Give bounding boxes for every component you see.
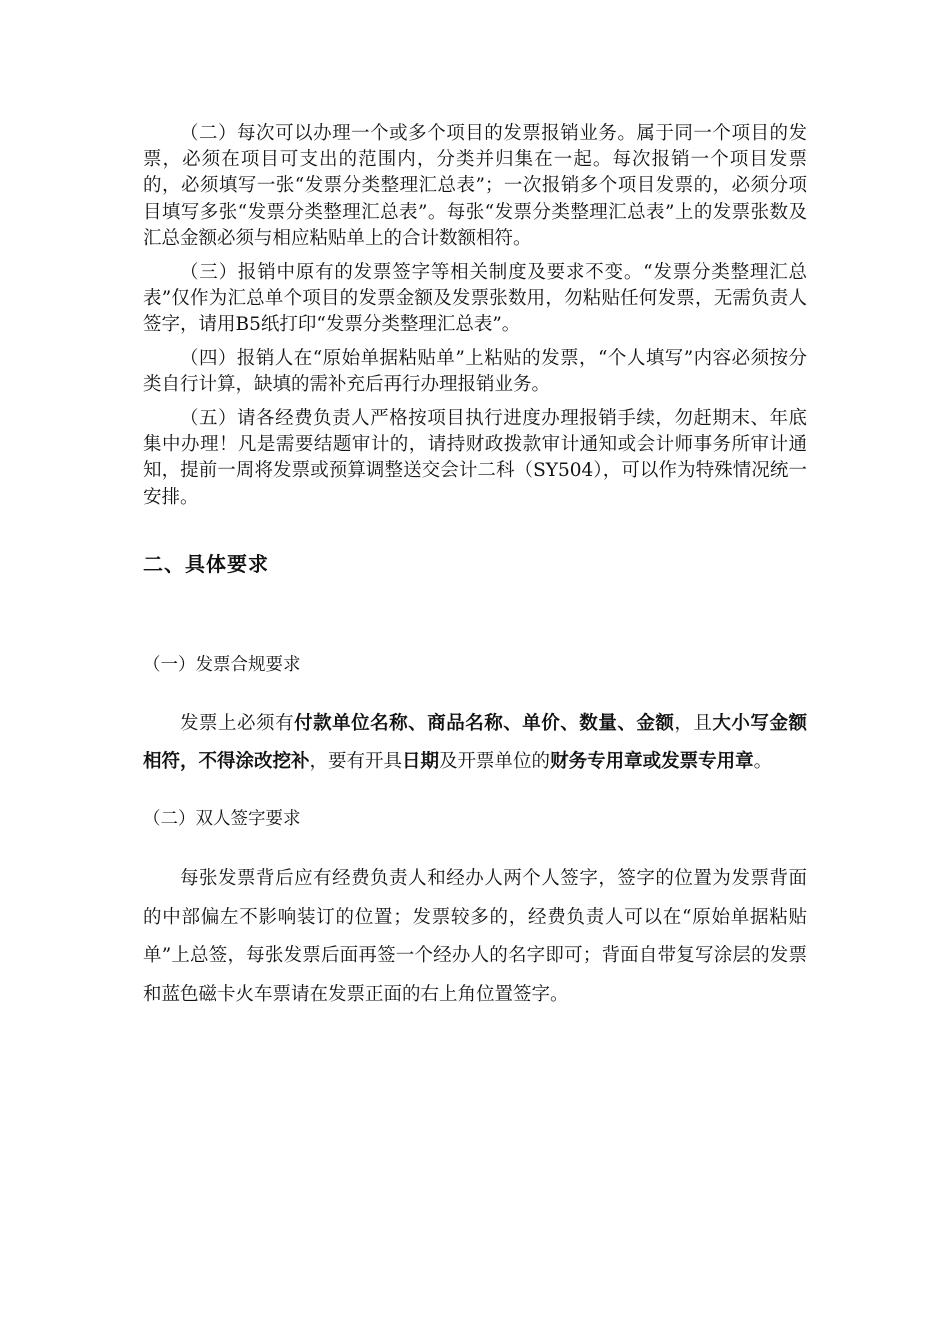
dual-signature-text: 每张发票背后应有经费负责人和经办人两个人签字，签字的位置为发票背面的中部偏左不影响装订的位置；发票较多的，经费负责人可以在“原始单据粘贴单”上总签，每张发票后面再签一个经办人的名字即可；背面自带复写涂层的发票和蓝色磁卡火车票请在发票正面的右上角位置签字。 bbox=[143, 868, 807, 1005]
text-run: ，要有开具 bbox=[309, 751, 403, 772]
text-run: 发票上必须有 bbox=[180, 713, 295, 734]
dual-signature-heading: （二）双人签字要求 bbox=[143, 809, 301, 829]
text-run: ，且 bbox=[674, 713, 713, 734]
section-heading: 二、具体要求 bbox=[143, 552, 269, 576]
paragraph-item-5: （五）请各经费负责人严格按项目执行进度办理报销手续，勿赶期末、年底集中办理！凡是需要结题审计的，请持财政拨款审计通知或会计师事务所审计通知，提前一周将发票或预算调整送交会计二科（SY504），可以作为特殊情况统一安排。 bbox=[143, 408, 807, 508]
text-run: 及开票单位的 bbox=[439, 751, 551, 772]
invoice-compliance-heading: （一）发票合规要求 bbox=[143, 655, 301, 675]
text-run: 。 bbox=[753, 751, 773, 772]
invoice-compliance-text bbox=[143, 705, 807, 781]
paragraph-item-2: （二）每次可以办理一个或多个项目的发票报销业务。属于同一个项目的发票，必须在项目可支出的范围内，分类并归集在一起。每次报销一个项目发票的，必须填写一张“发票分类整理汇总表”；一次报销多个项目发票的，必须分项目填写多张“发票分类整理汇总表”。每张“发票分类整理汇总表”上的发票张数及汇总金额必须与相应粘贴单上的合计数额相符。 bbox=[143, 123, 807, 249]
paragraph-item-4: （四）报销人在“原始单据粘贴单”上粘贴的发票，“个人填写”内容必须按分类自行计算，缺填的需补充后再行办理报销业务。 bbox=[143, 348, 807, 396]
bold-run: 日期 bbox=[402, 751, 440, 772]
bold-run: 大小写金额相符，不得涂改挖补 bbox=[143, 713, 807, 772]
paragraph-item-3: （三）报销中原有的发票签字等相关制度及要求不变。“发票分类整理汇总表”仅作为汇总单个项目的发票金额及发票张数用，勿粘贴任何发票，无需负责人签字，请用B5纸打印“发票分类整理汇总表”。 bbox=[143, 262, 807, 336]
bold-run: 财务专用章或发票专用章 bbox=[550, 751, 754, 772]
bold-run: 付款单位名称、商品名称、单价、数量、金额 bbox=[294, 713, 675, 734]
